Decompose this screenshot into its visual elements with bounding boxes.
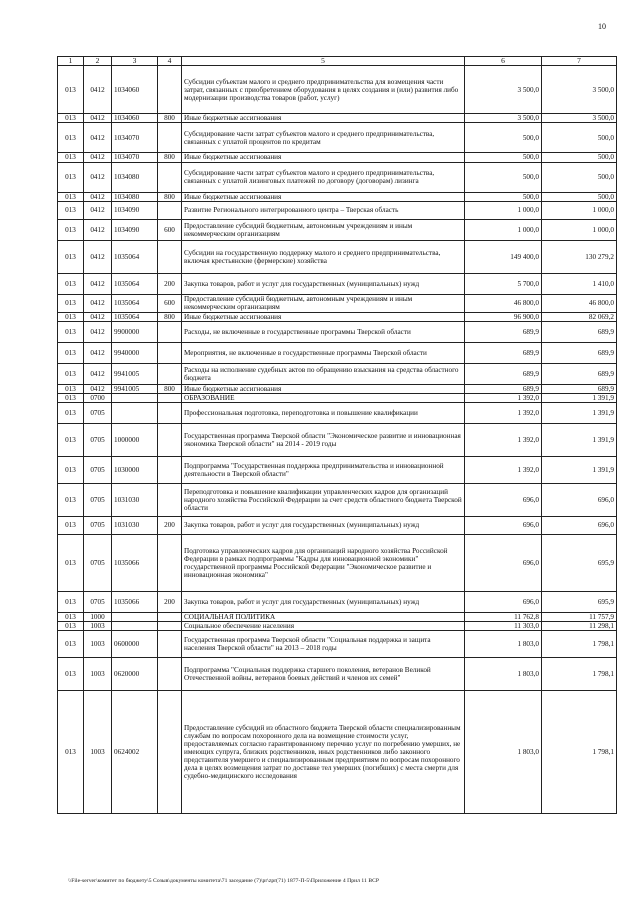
ministry-code-cell: 013: [58, 456, 84, 483]
actual-amount-cell: 689,9: [542, 384, 617, 393]
target-article-cell: 1035066: [112, 534, 158, 591]
section-code-cell: 0700: [84, 393, 112, 402]
expense-type-cell: [158, 66, 182, 114]
item-name-cell: Закупка товаров, работ и услуг для государственных (муниципальных) нужд: [182, 273, 465, 294]
target-article-cell: 1031030: [112, 483, 158, 516]
col-header: 2: [84, 57, 112, 66]
table-row: [58, 612, 617, 621]
expense-type-cell: [158, 393, 182, 402]
plan-amount-cell: 696,0: [465, 516, 542, 534]
plan-amount-cell: 689,9: [465, 384, 542, 393]
expense-type-cell: [158, 612, 182, 621]
table-header-row: [58, 57, 617, 66]
table-row: [58, 402, 617, 423]
section-code-cell: 1003: [84, 630, 112, 657]
page-number: 10: [598, 22, 606, 31]
table-row: [58, 534, 617, 591]
ministry-code-cell: 013: [58, 66, 84, 114]
actual-amount-cell: 1 391,9: [542, 393, 617, 402]
plan-amount-cell: 689,9: [465, 363, 542, 384]
item-name-cell: Закупка товаров, работ и услуг для государственных (муниципальных) нужд: [182, 591, 465, 612]
plan-amount-cell: 696,0: [465, 534, 542, 591]
item-name-cell: Предоставление субсидий бюджетным, автономным учреждениям и иным некоммерческим организациям: [182, 294, 465, 312]
ministry-code-cell: 013: [58, 384, 84, 393]
plan-amount-cell: 1 000,0: [465, 201, 542, 219]
target-article-cell: 1031030: [112, 516, 158, 534]
actual-amount-cell: 3 500,0: [542, 114, 617, 123]
table-row: [58, 201, 617, 219]
actual-amount-cell: 500,0: [542, 153, 617, 162]
table-row: [58, 591, 617, 612]
expense-type-cell: [158, 402, 182, 423]
expense-type-cell: [158, 690, 182, 813]
item-name-cell: Иные бюджетные ассигнования: [182, 312, 465, 321]
actual-amount-cell: 1 000,0: [542, 201, 617, 219]
section-code-cell: 0412: [84, 201, 112, 219]
table-row: [58, 363, 617, 384]
plan-amount-cell: 3 500,0: [465, 114, 542, 123]
item-name-cell: Мероприятия, не включенные в государственные программы Тверской области: [182, 342, 465, 363]
actual-amount-cell: 1 798,1: [542, 657, 617, 690]
table-row: [58, 66, 617, 114]
target-article-cell: [112, 402, 158, 423]
ministry-code-cell: 013: [58, 483, 84, 516]
item-name-cell: Подпрограмма "Социальная поддержка старшего поколения, ветеранов Великой Отечественной войны, ветеранов боевых действий и членов их семей": [182, 657, 465, 690]
ministry-code-cell: 013: [58, 342, 84, 363]
actual-amount-cell: 1 410,0: [542, 273, 617, 294]
plan-amount-cell: 1 392,0: [465, 423, 542, 456]
item-name-cell: Субсидии на государственную поддержку малого и среднего предпринимательства, включая крестьянские (фермерские) хозяйства: [182, 240, 465, 273]
target-article-cell: 1034090: [112, 219, 158, 240]
section-code-cell: 1000: [84, 612, 112, 621]
plan-amount-cell: 500,0: [465, 192, 542, 201]
target-article-cell: 1034070: [112, 153, 158, 162]
item-name-cell: Переподготовка и повышение квалификации управленческих кадров для организаций народного хозяйства Российской Федерации за счет средств областного бюджета Тверской области: [182, 483, 465, 516]
table-row: [58, 192, 617, 201]
table-row: [58, 423, 617, 456]
col-header: 5: [182, 57, 465, 66]
section-code-cell: 0412: [84, 153, 112, 162]
target-article-cell: 1035064: [112, 273, 158, 294]
expense-type-cell: [158, 630, 182, 657]
expense-type-cell: [158, 342, 182, 363]
actual-amount-cell: 3 500,0: [542, 66, 617, 114]
table-row: [58, 690, 617, 813]
expense-type-cell: 800: [158, 114, 182, 123]
section-code-cell: 1003: [84, 690, 112, 813]
section-code-cell: 0412: [84, 321, 112, 342]
target-article-cell: 0600000: [112, 630, 158, 657]
target-article-cell: 9900000: [112, 321, 158, 342]
item-name-cell: Предоставление субсидий бюджетным, автономным учреждениям и иным некоммерческим организациям: [182, 219, 465, 240]
section-code-cell: 1003: [84, 621, 112, 630]
target-article-cell: 9941005: [112, 363, 158, 384]
actual-amount-cell: 689,9: [542, 342, 617, 363]
actual-amount-cell: 82 069,2: [542, 312, 617, 321]
section-code-cell: 0412: [84, 294, 112, 312]
expense-type-cell: 800: [158, 153, 182, 162]
ministry-code-cell: 013: [58, 162, 84, 192]
target-article-cell: 1035066: [112, 591, 158, 612]
table-row: [58, 342, 617, 363]
target-article-cell: 1034080: [112, 192, 158, 201]
item-name-cell: Иные бюджетные ассигнования: [182, 192, 465, 201]
table-row: [58, 114, 617, 123]
item-name-cell: Социальное обеспечение населения: [182, 621, 465, 630]
actual-amount-cell: 130 279,2: [542, 240, 617, 273]
item-name-cell: Профессиональная подготовка, переподготовка и повышение квалификации: [182, 402, 465, 423]
item-name-cell: Подготовка управленческих кадров для организаций народного хозяйства Российской Федерации в рамках подпрограммы "Кадры для инновационной экономики" государственной программы Российской Федерации "Экономическое развитие и инновационная экономика": [182, 534, 465, 591]
item-name-cell: ОБРАЗОВАНИЕ: [182, 393, 465, 402]
ministry-code-cell: 013: [58, 516, 84, 534]
item-name-cell: Развитие Регионального интегрированного центра – Тверская область: [182, 201, 465, 219]
item-name-cell: Подпрограмма "Государственная поддержка предпринимательства и инновационной деятельности в Тверской области": [182, 456, 465, 483]
ministry-code-cell: 013: [58, 657, 84, 690]
section-code-cell: 0412: [84, 162, 112, 192]
table-row: [58, 621, 617, 630]
section-code-cell: 0412: [84, 114, 112, 123]
table-row: [58, 657, 617, 690]
plan-amount-cell: 1 392,0: [465, 456, 542, 483]
expense-type-cell: [158, 621, 182, 630]
ministry-code-cell: 013: [58, 363, 84, 384]
table-row: [58, 312, 617, 321]
col-header: 4: [158, 57, 182, 66]
actual-amount-cell: 1 391,9: [542, 423, 617, 456]
ministry-code-cell: 013: [58, 123, 84, 153]
actual-amount-cell: 500,0: [542, 123, 617, 153]
ministry-code-cell: 013: [58, 201, 84, 219]
col-header: 6: [465, 57, 542, 66]
ministry-code-cell: 013: [58, 612, 84, 621]
table-row: [58, 153, 617, 162]
expense-type-cell: 800: [158, 192, 182, 201]
expense-type-cell: 800: [158, 312, 182, 321]
expense-type-cell: [158, 240, 182, 273]
item-name-cell: Государственная программа Тверской области "Экономическое развитие и инновационная экономика Тверской области" на 2014 - 2019 годы: [182, 423, 465, 456]
target-article-cell: 0620000: [112, 657, 158, 690]
col-header: 7: [542, 57, 617, 66]
item-name-cell: Иные бюджетные ассигнования: [182, 153, 465, 162]
section-code-cell: 0705: [84, 423, 112, 456]
table-row: [58, 240, 617, 273]
plan-amount-cell: 11 762,8: [465, 612, 542, 621]
ministry-code-cell: 013: [58, 534, 84, 591]
actual-amount-cell: 689,9: [542, 363, 617, 384]
item-name-cell: Иные бюджетные ассигнования: [182, 114, 465, 123]
table-row: [58, 630, 617, 657]
plan-amount-cell: 149 400,0: [465, 240, 542, 273]
section-code-cell: 0412: [84, 273, 112, 294]
plan-amount-cell: 500,0: [465, 162, 542, 192]
target-article-cell: 9941005: [112, 384, 158, 393]
target-article-cell: 1000000: [112, 423, 158, 456]
expense-type-cell: [158, 657, 182, 690]
section-code-cell: 0412: [84, 219, 112, 240]
target-article-cell: 1035064: [112, 312, 158, 321]
item-name-cell: Субсидии субъектам малого и среднего предпринимательства для возмещения части затрат, связанных с приобретением оборудования в целях создания и (или) развития либо модернизации производства товаров (работ, услуг): [182, 66, 465, 114]
item-name-cell: Субсидирование части затрат субъектов малого и среднего предпринимательства, связанных с уплатой процентов по кредитам: [182, 123, 465, 153]
expense-type-cell: [158, 534, 182, 591]
plan-amount-cell: 96 900,0: [465, 312, 542, 321]
ministry-code-cell: 013: [58, 192, 84, 201]
ministry-code-cell: 013: [58, 621, 84, 630]
actual-amount-cell: 696,0: [542, 516, 617, 534]
expense-type-cell: [158, 123, 182, 153]
plan-amount-cell: 1 392,0: [465, 402, 542, 423]
target-article-cell: 1034060: [112, 114, 158, 123]
section-code-cell: 0412: [84, 363, 112, 384]
actual-amount-cell: 1 000,0: [542, 219, 617, 240]
target-article-cell: 1034090: [112, 201, 158, 219]
plan-amount-cell: 1 803,0: [465, 630, 542, 657]
table-row: [58, 321, 617, 342]
budget-table: [57, 56, 617, 814]
target-article-cell: [112, 621, 158, 630]
plan-amount-cell: 1 392,0: [465, 393, 542, 402]
ministry-code-cell: 013: [58, 273, 84, 294]
table-row: [58, 384, 617, 393]
item-name-cell: Государственная программа Тверской области "Социальная поддержка и защита населения Тверской области" на 2013 – 2018 годы: [182, 630, 465, 657]
ministry-code-cell: 013: [58, 591, 84, 612]
ministry-code-cell: 013: [58, 630, 84, 657]
expense-type-cell: 600: [158, 219, 182, 240]
section-code-cell: 0412: [84, 123, 112, 153]
plan-amount-cell: 1 000,0: [465, 219, 542, 240]
section-code-cell: 0412: [84, 312, 112, 321]
section-code-cell: 0412: [84, 342, 112, 363]
plan-amount-cell: 500,0: [465, 153, 542, 162]
target-article-cell: 1034070: [112, 123, 158, 153]
actual-amount-cell: 695,9: [542, 534, 617, 591]
expense-type-cell: 200: [158, 516, 182, 534]
section-code-cell: 0705: [84, 402, 112, 423]
actual-amount-cell: 1 391,9: [542, 456, 617, 483]
actual-amount-cell: 689,9: [542, 321, 617, 342]
ministry-code-cell: 013: [58, 312, 84, 321]
item-name-cell: Расходы на исполнение судебных актов по обращению взыскания на средства областного бюджета: [182, 363, 465, 384]
target-article-cell: 1035064: [112, 294, 158, 312]
plan-amount-cell: 11 303,0: [465, 621, 542, 630]
ministry-code-cell: 013: [58, 240, 84, 273]
col-header: 3: [112, 57, 158, 66]
section-code-cell: 1003: [84, 657, 112, 690]
expense-type-cell: 800: [158, 384, 182, 393]
target-article-cell: 1035064: [112, 240, 158, 273]
plan-amount-cell: 500,0: [465, 123, 542, 153]
ministry-code-cell: 013: [58, 219, 84, 240]
expense-type-cell: [158, 423, 182, 456]
table-row: [58, 219, 617, 240]
section-code-cell: 0705: [84, 456, 112, 483]
table-row: [58, 294, 617, 312]
target-article-cell: 0624002: [112, 690, 158, 813]
section-code-cell: 0705: [84, 516, 112, 534]
section-code-cell: 0705: [84, 483, 112, 516]
ministry-code-cell: 013: [58, 402, 84, 423]
table-row: [58, 123, 617, 153]
expense-type-cell: 200: [158, 273, 182, 294]
table-row: [58, 456, 617, 483]
section-code-cell: 0705: [84, 534, 112, 591]
actual-amount-cell: 500,0: [542, 192, 617, 201]
plan-amount-cell: 1 803,0: [465, 690, 542, 813]
expense-type-cell: [158, 162, 182, 192]
ministry-code-cell: 013: [58, 423, 84, 456]
section-code-cell: 0412: [84, 192, 112, 201]
item-name-cell: СОЦИАЛЬНАЯ ПОЛИТИКА: [182, 612, 465, 621]
section-code-cell: 0705: [84, 591, 112, 612]
expense-type-cell: 200: [158, 591, 182, 612]
actual-amount-cell: 696,0: [542, 483, 617, 516]
file-path-footer: \\File-server\комитет по бюджету\5 Созыв\документы комитета\71 заседание (7)\pr\zpr(71) 1877-П-5\Приложение 4 Прил 11 ВСР: [68, 878, 380, 884]
plan-amount-cell: 689,9: [465, 321, 542, 342]
ministry-code-cell: 013: [58, 294, 84, 312]
expense-type-cell: [158, 201, 182, 219]
section-code-cell: 0412: [84, 240, 112, 273]
actual-amount-cell: 1 798,1: [542, 630, 617, 657]
actual-amount-cell: 46 800,0: [542, 294, 617, 312]
ministry-code-cell: 013: [58, 690, 84, 813]
table-row: [58, 483, 617, 516]
target-article-cell: 9940000: [112, 342, 158, 363]
actual-amount-cell: 695,9: [542, 591, 617, 612]
plan-amount-cell: 689,9: [465, 342, 542, 363]
actual-amount-cell: 1 391,9: [542, 402, 617, 423]
item-name-cell: Закупка товаров, работ и услуг для государственных (муниципальных) нужд: [182, 516, 465, 534]
table-row: [58, 273, 617, 294]
section-code-cell: 0412: [84, 384, 112, 393]
table-row: [58, 162, 617, 192]
expense-type-cell: [158, 363, 182, 384]
actual-amount-cell: 1 798,1: [542, 690, 617, 813]
item-name-cell: Иные бюджетные ассигнования: [182, 384, 465, 393]
expense-type-cell: [158, 456, 182, 483]
target-article-cell: [112, 612, 158, 621]
plan-amount-cell: 3 500,0: [465, 66, 542, 114]
target-article-cell: 1034060: [112, 66, 158, 114]
table-row: [58, 393, 617, 402]
actual-amount-cell: 500,0: [542, 162, 617, 192]
item-name-cell: Предоставление субсидий из областного бюджета Тверской области специализированным службам по вопросам похоронного дела на возмещение стоимости услуг, предоставляемых согласно гарантированному перечню услуг по погребению умерших, не имеющих супруга, близких родственников, иных родственников либо законного представителя умершего и специализированным предприятиям по вопросам похоронного дела в целях возмещения затрат по доставке тел умерших (погибших) с места смерти для судебно-медицинского исследования: [182, 690, 465, 813]
table-row: [58, 516, 617, 534]
ministry-code-cell: 013: [58, 153, 84, 162]
plan-amount-cell: 5 700,0: [465, 273, 542, 294]
ministry-code-cell: 013: [58, 114, 84, 123]
item-name-cell: Субсидирование части затрат субъектов малого и среднего предпринимательства, связанных с уплатой лизинговых платежей по договору (договорам) лизинга: [182, 162, 465, 192]
plan-amount-cell: 46 800,0: [465, 294, 542, 312]
ministry-code-cell: 013: [58, 393, 84, 402]
section-code-cell: 0412: [84, 66, 112, 114]
expense-type-cell: [158, 483, 182, 516]
actual-amount-cell: 11 298,1: [542, 621, 617, 630]
expense-type-cell: 600: [158, 294, 182, 312]
plan-amount-cell: 696,0: [465, 591, 542, 612]
col-header: 1: [58, 57, 84, 66]
target-article-cell: [112, 393, 158, 402]
target-article-cell: 1030000: [112, 456, 158, 483]
target-article-cell: 1034080: [112, 162, 158, 192]
plan-amount-cell: 1 803,0: [465, 657, 542, 690]
expense-type-cell: [158, 321, 182, 342]
ministry-code-cell: 013: [58, 321, 84, 342]
actual-amount-cell: 11 757,9: [542, 612, 617, 621]
plan-amount-cell: 696,0: [465, 483, 542, 516]
item-name-cell: Расходы, не включенные в государственные программы Тверской области: [182, 321, 465, 342]
